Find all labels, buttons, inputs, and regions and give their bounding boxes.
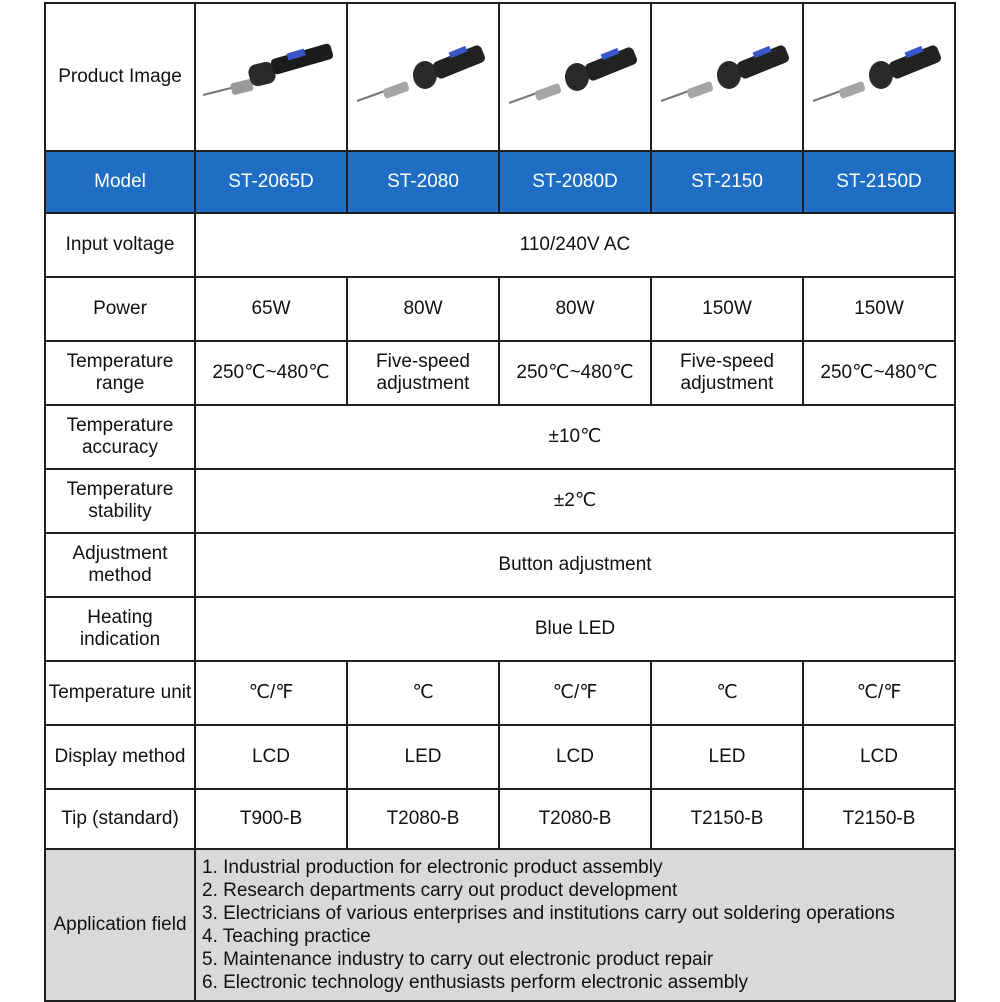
application-item: 3. Electricians of various enterprises and institutions carry out soldering operations: [202, 903, 895, 924]
soldering-iron-lcd-icon: [201, 37, 341, 117]
label-tip: Tip (standard): [45, 789, 195, 849]
product-image-st-2065d: [195, 3, 347, 151]
row-application-field: [45, 849, 955, 1001]
soldering-iron-lcd-icon: [809, 37, 949, 117]
label-model: Model: [45, 151, 195, 213]
display-cell: LCD: [195, 725, 347, 789]
temp-range-cell: 250℃~480℃: [803, 341, 955, 405]
label-temp-accuracy: Temperature accuracy: [45, 405, 195, 469]
row-power: [45, 277, 955, 341]
temp-accuracy-value: ±10℃: [195, 405, 955, 469]
product-image-st-2080d: [499, 3, 651, 151]
row-model: [45, 151, 955, 213]
power-cell: 150W: [803, 277, 955, 341]
temp-unit-cell: ℃/℉: [195, 661, 347, 725]
row-temp-accuracy: [45, 405, 955, 469]
row-tip: [45, 789, 955, 849]
soldering-iron-lcd-icon: [505, 37, 645, 117]
model-cell: ST-2080D: [499, 151, 651, 213]
temp-range-cell: 250℃~480℃: [499, 341, 651, 405]
label-input-voltage: Input voltage: [45, 213, 195, 277]
application-item: 1. Industrial production for electronic product assembly: [202, 857, 663, 878]
application-item: 5. Maintenance industry to carry out electronic product repair: [202, 949, 714, 970]
model-cell: ST-2150D: [803, 151, 955, 213]
row-input-voltage: [45, 213, 955, 277]
input-voltage-value: 110/240V AC: [195, 213, 955, 277]
temp-range-cell: 250℃~480℃: [195, 341, 347, 405]
temp-range-cell: Five-speed adjustment: [347, 341, 499, 405]
row-product-image: [45, 3, 955, 151]
product-image-st-2150d: [803, 3, 955, 151]
tip-cell: T2080-B: [347, 789, 499, 849]
heating-indication-value: Blue LED: [195, 597, 955, 661]
label-application-field: Application field: [45, 849, 195, 1001]
display-cell: LCD: [803, 725, 955, 789]
display-cell: LED: [347, 725, 499, 789]
tip-cell: T2150-B: [803, 789, 955, 849]
soldering-iron-led-icon: [353, 37, 493, 117]
power-cell: 80W: [347, 277, 499, 341]
product-image-st-2150: [651, 3, 803, 151]
application-item: 4. Teaching practice: [202, 926, 371, 947]
temp-unit-cell: ℃: [347, 661, 499, 725]
temp-unit-cell: ℃: [651, 661, 803, 725]
row-temp-unit: [45, 661, 955, 725]
model-cell: ST-2065D: [195, 151, 347, 213]
application-list: [195, 849, 955, 1001]
temp-unit-cell: ℃/℉: [803, 661, 955, 725]
row-temp-stability: [45, 469, 955, 533]
temp-stability-value: ±2℃: [195, 469, 955, 533]
power-cell: 150W: [651, 277, 803, 341]
display-cell: LCD: [499, 725, 651, 789]
temp-unit-cell: ℃/℉: [499, 661, 651, 725]
temp-range-cell: Five-speed adjustment: [651, 341, 803, 405]
label-power: Power: [45, 277, 195, 341]
power-cell: 80W: [499, 277, 651, 341]
tip-cell: T900-B: [195, 789, 347, 849]
application-item: 6. Electronic technology enthusiasts perform electronic assembly: [202, 972, 748, 993]
row-temp-range: [45, 341, 955, 405]
row-heating-indication: [45, 597, 955, 661]
power-cell: 65W: [195, 277, 347, 341]
label-heating-indication: Heating indication: [45, 597, 195, 661]
row-display-method: [45, 725, 955, 789]
spec-table: [44, 2, 956, 1002]
display-cell: LED: [651, 725, 803, 789]
adjustment-method-value: Button adjustment: [195, 533, 955, 597]
model-cell: ST-2080: [347, 151, 499, 213]
label-display-method: Display method: [45, 725, 195, 789]
label-product-image: Product Image: [45, 3, 195, 151]
application-item: 2. Research departments carry out product development: [202, 880, 678, 901]
label-temp-unit: Temperature unit: [45, 661, 195, 725]
soldering-iron-led-icon: [657, 37, 797, 117]
row-adjustment-method: [45, 533, 955, 597]
model-cell: ST-2150: [651, 151, 803, 213]
label-temp-range: Temperature range: [45, 341, 195, 405]
tip-cell: T2080-B: [499, 789, 651, 849]
product-image-st-2080: [347, 3, 499, 151]
label-adjustment-method: Adjustment method: [45, 533, 195, 597]
label-temp-stability: Temperature stability: [45, 469, 195, 533]
tip-cell: T2150-B: [651, 789, 803, 849]
